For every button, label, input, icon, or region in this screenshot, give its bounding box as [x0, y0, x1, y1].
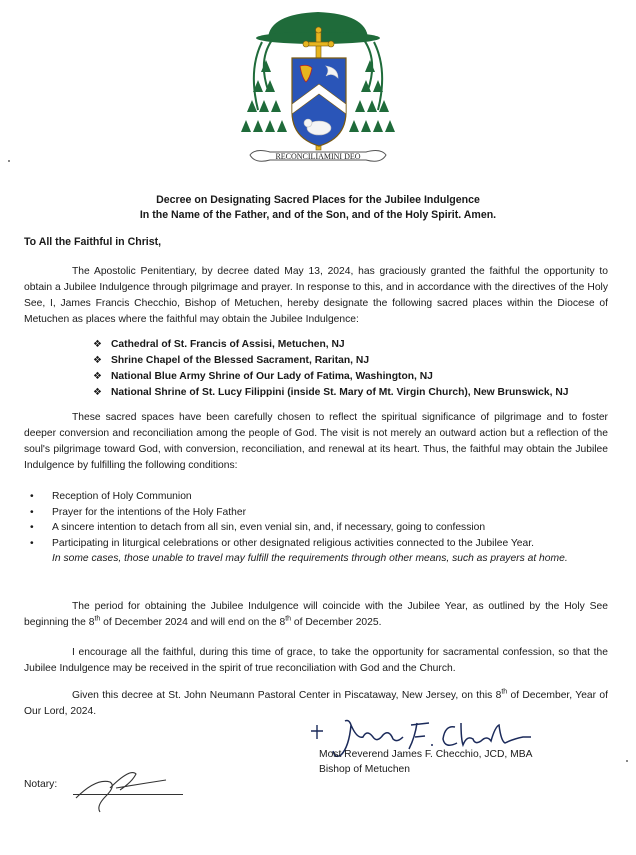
paragraph-jubilee-period: The period for obtaining the Jubilee Indulgence will coincide with the Jubilee Year, as outlined by the Holy See beginning the 8th of December 2024 and will end on the 8th of December 2025.	[24, 601, 608, 628]
list-item: • Prayer for the intentions of the Holy Father	[30, 505, 610, 521]
bullet-icon: •	[30, 491, 34, 502]
signature-block	[319, 747, 532, 777]
tassels-right-icon	[349, 60, 395, 132]
paragraph-given: Given this decree at St. John Neumann Pastoral Center in Piscataway, New Jersey, on this 8th of December, Year of Our Lord, 2024.	[24, 688, 608, 717]
list-item: • Participating in liturgical celebrations or other designated religious activities connected to the Jubilee Year. In some cases, those unable to travel may fulfill the requirements through other means, such as prayers at home.	[30, 537, 568, 564]
diamond-bullet-icon: ❖	[93, 387, 102, 398]
bullet-icon: •	[30, 506, 34, 518]
list-item: ❖ Cathedral of St. Francis of Assisi, Metuchen, NJ	[93, 337, 569, 353]
greeting: To All the Faithful in Christ,	[24, 236, 162, 248]
diamond-bullet-icon: ❖	[93, 355, 102, 366]
tassels-left-icon	[241, 60, 287, 132]
diamond-bullet-icon: ❖	[93, 339, 102, 350]
paragraph-apostolic-penitentiary: The Apostolic Penitentiary, by decree dated May 13, 2024, has graciously granted the faithful the opportunity to obtain a Jubilee Indulgence through pilgrimage and prayer. In response to this, and in accordance with the directives of the Holy See, I, James Francis Checchio, Bishop of Metuchen, hereby designate the following sacred places within the Diocese of Metuchen as places where the faithful may obtain the Jubilee Indulgence:	[24, 266, 608, 325]
condition-note: In some cases, those unable to travel may fulfill the requirements through other means, such as prayers at home.	[52, 553, 568, 564]
diamond-bullet-icon: ❖	[93, 371, 102, 382]
decree-title: Decree on Designating Sacred Places for the Jubilee Indulgence	[156, 194, 480, 206]
list-item: ❖ National Blue Army Shrine of Our Lady of Fatima, Washington, NJ	[93, 369, 569, 385]
list-item: ❖ National Shrine of St. Lucy Filippini (inside St. Mary of Mt. Virgin Church), New Brunswick, NJ	[93, 385, 569, 401]
sacred-places-list	[93, 337, 569, 401]
crest-motto: RECONCILIAMINI DEO	[275, 152, 361, 161]
bishop-name: Most Reverend James F. Checchio, JCD, MBA	[319, 749, 533, 760]
paragraph-confession: I encourage all the faithful, during this time of grace, to take the opportunity for sacramental confession, so that the Jubilee Indulgence may be received in the spirit of true reconciliation with God and the Church.	[24, 647, 608, 674]
coat-of-arms	[0, 0, 636, 175]
list-item: ❖ Shrine Chapel of the Blessed Sacrament, Raritan, NJ	[93, 353, 569, 369]
decree-invocation: In the Name of the Father, and of the Son, and of the Holy Spirit. Amen.	[139, 209, 497, 221]
scan-speck	[626, 760, 628, 762]
list-item: • A sincere intention to detach from all sin, even venial sin, and, if necessary, going to confession	[30, 520, 610, 536]
list-item: • Reception of Holy Communion	[30, 489, 610, 505]
shield-icon	[292, 58, 346, 146]
scan-speck	[8, 160, 10, 162]
bullet-icon: •	[30, 537, 34, 549]
conditions-list	[30, 489, 610, 567]
paragraph-sacred-spaces: These sacred spaces have been carefully chosen to reflect the spiritual significance of pilgrimage and to foster deeper conversion and reconciliation among the people of God. The visit is not merely an outward action but a reflection of the soul's pilgrimage toward God, with conversion, reconciliation, and renewal at its heart. Thus, the faithful may obtain the Jubilee Indulgence by fulfilling the following conditions:	[24, 412, 608, 471]
notary-label: Notary:	[24, 779, 58, 790]
bullet-icon: •	[30, 522, 34, 533]
bishop-title: Bishop of Metuchen	[319, 764, 411, 775]
notary-signature	[70, 768, 190, 816]
